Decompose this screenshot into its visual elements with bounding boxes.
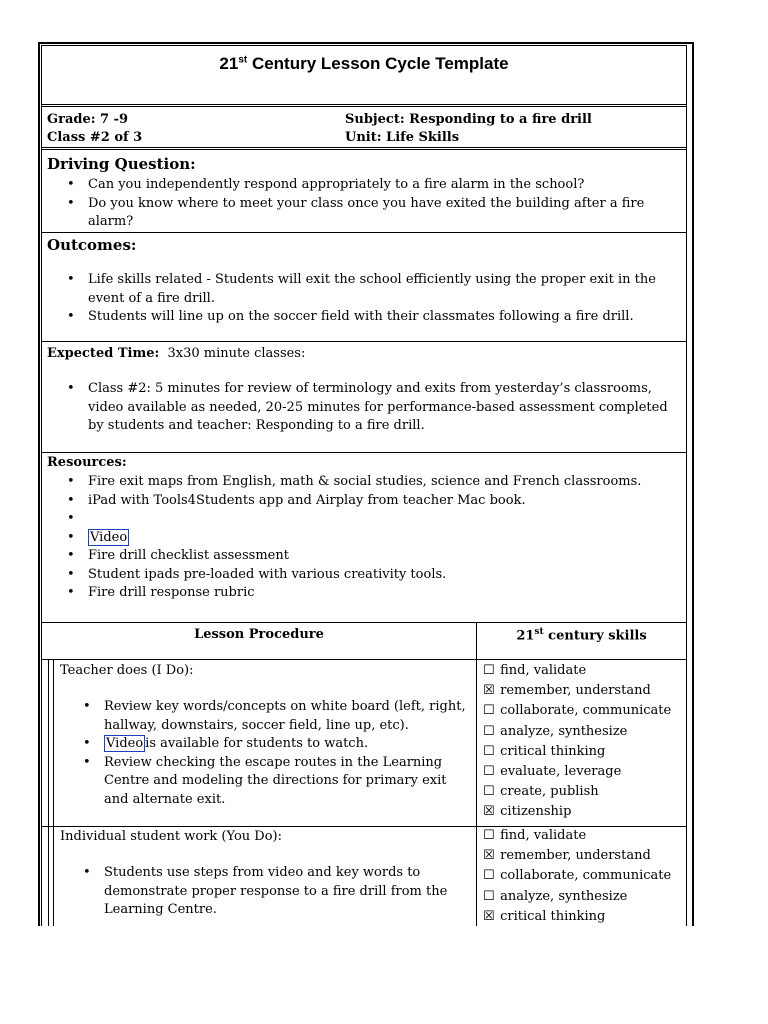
checkbox-icon[interactable]: ☐ [483,764,495,780]
skill-checkbox[interactable]: ☐ evaluate, leverage [483,762,671,782]
checkbox-icon[interactable]: ☒ [483,908,495,924]
resources-section [42,452,686,622]
skill-checkbox[interactable]: ☒ citizenship [483,802,671,822]
title-superscript: st [238,54,248,66]
list-item: • Fire drill checklist assessment [42,547,682,566]
list-item: • Review checking the escape routes in the Learning Centre and modeling the directions for primary exit and alternate exit. [58,754,468,810]
list-item: • iPad with Tools4Students app and Airplay from teacher Mac book. [42,492,682,511]
teacher-list [58,698,468,809]
checkbox-icon[interactable]: ☐ [483,888,495,904]
lesson-template-page [38,42,694,926]
skills-heading: 21st century skills [516,627,647,644]
list-item: • Fire drill response rubric [42,584,682,603]
skill-checkbox[interactable]: ☐ create, publish [483,782,671,802]
list-item: • Can you independently respond appropriately to a fire alarm in the school? [42,176,682,195]
skill-checkbox[interactable]: ☐ collaborate, communicate [483,701,671,721]
outcomes-list [42,271,678,327]
skill-checkbox[interactable]: ☒ critical thinking [483,907,671,926]
subject-field: Subject: Responding to a fire drill [345,112,592,127]
checkbox-icon[interactable]: ☐ [483,663,495,678]
lesson-procedure-heading: Lesson Procedure [194,627,324,642]
driving-question-list [42,176,682,232]
skill-checkbox[interactable]: ☒ remember, understand [483,681,671,701]
driving-question-heading: Driving Question: [47,155,196,173]
skill-checkbox[interactable]: ☐ find, validate [483,826,671,846]
teacher-skills [483,661,671,823]
list-item: • Do you know where to meet your class once you have exited the building after a fire alarm? [42,195,682,232]
checkbox-icon[interactable]: ☐ [483,828,495,843]
skill-checkbox[interactable]: ☐ analyze, synthesize [483,887,671,907]
resources-heading: Resources: [47,455,127,470]
student-row [42,826,686,926]
skill-checkbox[interactable]: ☐ find, validate [483,661,671,681]
inner-frame [41,45,687,926]
checkbox-icon[interactable]: ☐ [483,723,495,739]
expected-time-section [42,341,686,453]
row-indent-line [48,659,49,926]
list-item: • Students will line up on the soccer field with their classmates following a fire drill. [42,308,678,327]
checkbox-icon[interactable]: ☐ [483,743,495,759]
teacher-row [42,659,686,827]
video-link[interactable]: Video [90,529,128,545]
procedure-header [42,622,686,660]
checkbox-icon[interactable]: ☐ [483,868,495,884]
checkbox-icon[interactable]: ☒ [483,848,495,864]
list-item: • Fire exit maps from English, math & social studies, science and French classrooms. [42,473,682,492]
student-heading: Individual student work (You Do): [60,829,282,844]
row-indent-line [53,659,54,926]
list-item: • Review key words/concepts on white board (left, right, hallway, downstairs, soccer field, line up, etc). [58,698,468,735]
skill-checkbox[interactable]: ☒ remember, understand [483,846,671,866]
class-field: Class #2 of 3 [47,130,143,145]
unit-field: Unit: Life Skills [345,130,460,145]
skill-checkbox[interactable]: ☐ critical thinking [483,742,671,762]
list-item: • Life skills related - Students will exit the school efficiently using the proper exit in the event of a fire drill. [42,271,678,308]
checkbox-icon[interactable]: ☒ [483,804,495,820]
resources-list [42,473,682,603]
skill-checkbox[interactable]: ☐ collaborate, communicate [483,866,671,886]
driving-question-section [42,147,686,231]
list-item: • Class #2: 5 minutes for review of terminology and exits from yesterday’s classrooms, video available as needed, 20-25 minutes for performance-based assessment completed by students and teacher: Responding to a fire drill. [42,380,680,436]
checkbox-icon[interactable]: ☒ [483,683,495,699]
lesson-info [42,104,686,146]
page-title [42,46,686,102]
grade-field: Grade: 7 -9 [47,112,129,127]
outcomes-section [42,232,686,342]
list-item[interactable]: • Video is available for students to watch. [58,735,468,754]
expected-time-value: 3x30 minute classes: [159,346,306,361]
list-item [42,510,682,529]
skill-checkbox[interactable]: ☐ analyze, synthesize [483,722,671,742]
expected-time-label: Expected Time: [47,346,160,361]
teacher-heading: Teacher does (I Do): [60,663,194,678]
list-item: • Students use steps from video and key words to demonstrate proper response to a fire drill from the Learning Centre. [58,864,468,920]
list-item: • Student ipads pre-loaded with various creativity tools. [42,566,682,585]
student-list [58,864,468,920]
outcomes-heading: Outcomes: [47,236,137,254]
title-text: Century Lesson Cycle Template [247,54,509,73]
expected-time-list [42,380,680,436]
list-item[interactable] [42,529,682,548]
video-link[interactable]: Video [106,736,144,751]
title-number: 21 [219,54,239,73]
student-skills [483,826,671,926]
column-divider [476,622,477,926]
checkbox-icon[interactable]: ☐ [483,703,495,719]
checkbox-icon[interactable]: ☐ [483,784,495,800]
